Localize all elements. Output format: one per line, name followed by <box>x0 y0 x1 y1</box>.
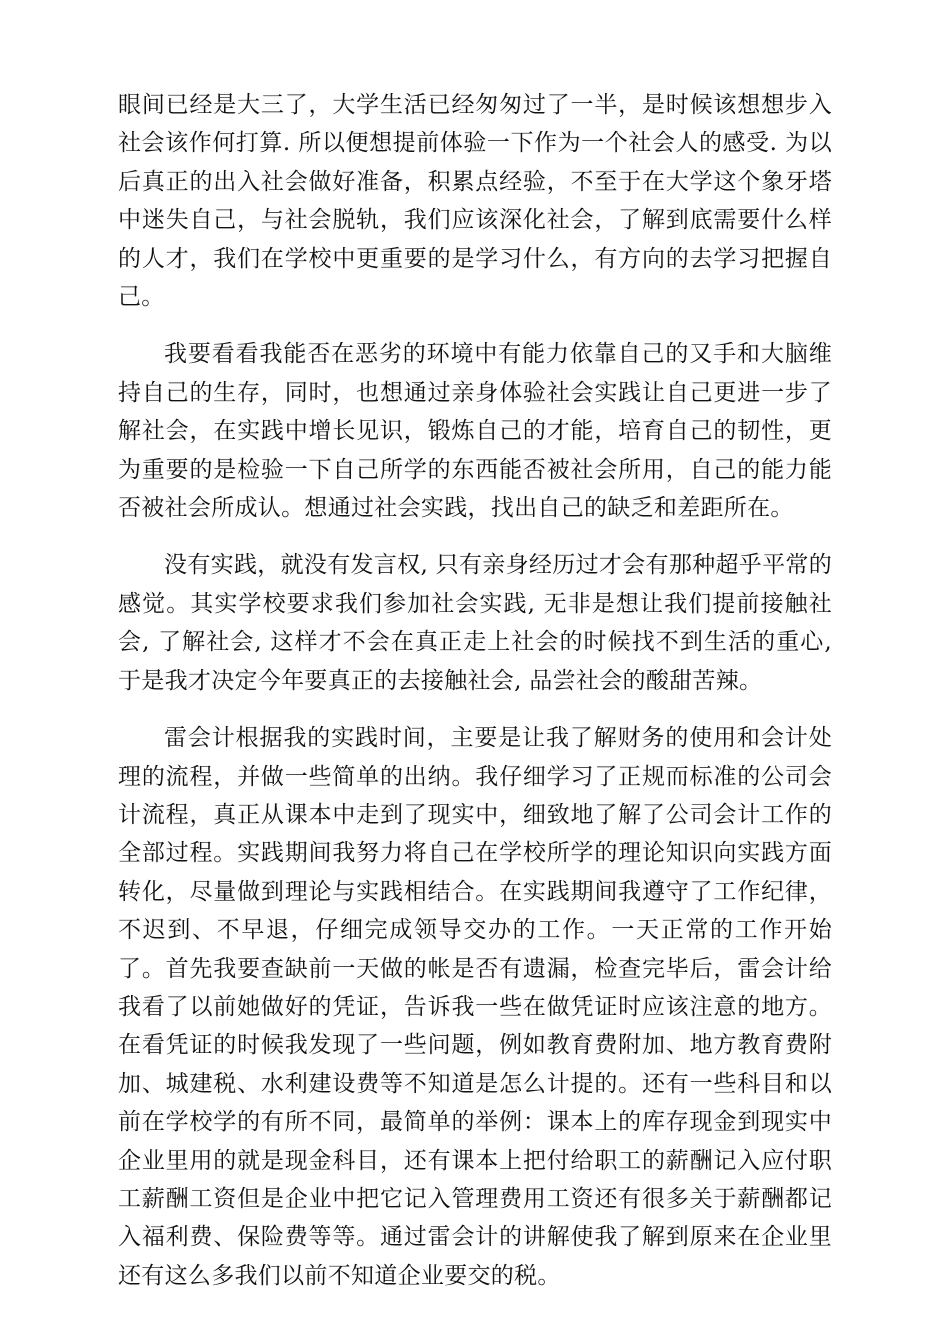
paragraph-2: 我要看看我能否在恶劣的环境中有能力依靠自己的又手和大脑维持自己的生存，同时，也想通过亲身体验社会实践让自己更进一步了解社会，在实践中增长见识，锻炼自己的才能，培育自己的韧性，更为重要的是检验一下自己所学的东西能否被社会所用，自己的能力能否被社会所成认。想通过社会实践，找出自己的缺乏和差距所在。 <box>118 341 832 522</box>
paragraph-4: 雷会计根据我的实践时间，主要是让我了解财务的使用和会计处理的流程，并做一些简单的出纳。我仔细学习了正规而标准的公司会计流程，真正从课本中走到了现实中，细致地了解了公司会计工作的全部过程。实践期间我努力将自己在学校所学的理论知识向实践方面转化，尽量做到理论与实践相结合。在实践期间我遵守了工作纪律，不迟到、不早退，仔细完成领导交办的工作。一天正常的工作开始了。首先我要查缺前一天做的帐是否有遗漏，检查完毕后，雷会计给我看了以前她做好的凭证，告诉我一些在做凭证时应该注意的地方。在看凭证的时候我发现了一些问题，例如教育费附加、地方教育费附加、城建税、水利建设费等不知道是怎么计提的。还有一些科目和以前在学校学的有所不同，最简单的举例：课本上的库存现金到现实中企业里用的就是现金科目，还有课本上把付给职工的薪酬记入应付职工薪酬工资但是企业中把它记入管理费用工资还有很多关于薪酬都记入福利费、保险费等等。通过雷会计的讲解使我了解到原来在企业里还有这么多我们以前不知道企业要交的税。 <box>118 725 832 1289</box>
document-body <box>118 86 832 1295</box>
paragraph-3: 没有实践，就没有发言权, 只有亲身经历过才会有那种超乎平常的感觉。其实学校要求我们参加社会实践, 无非是想让我们提前接触社会, 了解社会, 这样才不会在真正走上社会的时候找不到生活的重心, 于是我才决定今年要真正的去接触社会, 品尝社会的酸甜苦辣。 <box>118 552 832 694</box>
paragraph-1: 眼间已经是大三了，大学生活已经匆匆过了一半，是时候该想想步入社会该作何打算. 所以便想提前体验一下作为一个社会人的感受. 为以后真正的出入社会做好准备，积累点经验，不至于在大学这个象牙塔中迷失自己，与社会脱轨，我们应该深化社会，了解到底需要什么样的人才，我们在学校中更重要的是学习什么，有方向的去学习把握自己。 <box>118 92 832 311</box>
